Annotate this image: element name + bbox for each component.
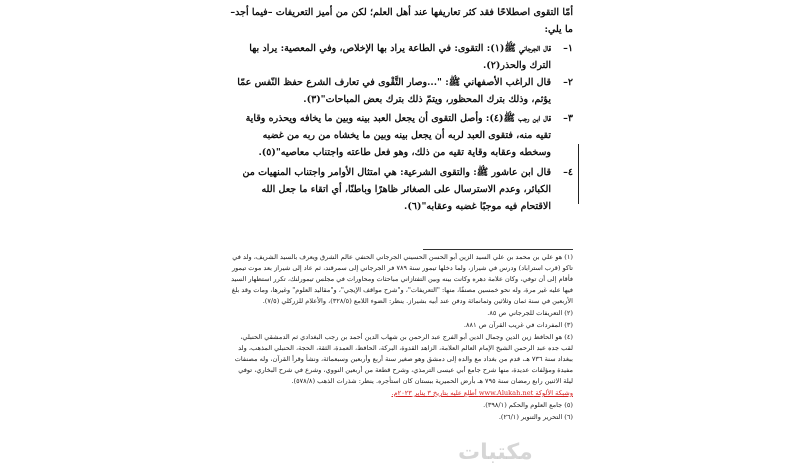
item-text: قال الجرجاني ﷺ(١): التقوى: في الطاعة يراد بها الإخلاص، وفي المعصية: يراد بها الترك والحذر(٢).: [249, 43, 551, 71]
footnote-1: (١) هو علي بن محمد بن علي السيد الزين أبو الحسن الحسيني الجرجاني الحنفي عالم الشرق ويعرف بالسيد الشريف، ولد في تاكو (قرب استراباد) ودرس في شيراز، ولما دخلها تيمور سنة ٧٨٩ فر الجرجاني إلى سمرقند، ثم عاد إلى شيراز بعد موت تيمور فأقام إلى أن توفي، وكان علامة دهره وكانت بينه وبين التفتازاني مباحثات ومحاورات في مجلس تيمورلنك، تكرر استظهار السيد فيها عليه غير مرة، وله نحو خمسين مصنفًا، منها: "التعريفات"، و"شرح مواقف الإيجي"، و"مقاليد العلوم" وغيرها، ومات وقد بلغ الأربعين في سنة ثمان وثلاثين وثمانمائة ودفن عند أبيه بشيراز. ينظر: الضوء اللامع (٣٢٨/٥)، والأعلام للزركلي (٧/٥).: [231, 253, 573, 305]
footnote-6: (٦) التحرير والتنوير (٢٦/١).: [498, 413, 573, 421]
definition-item-4: [228, 164, 573, 215]
margin-bar: [578, 144, 579, 204]
definition-item-2: [228, 74, 573, 108]
item-text: قال الراغب الأصفهاني ﷺ: "...وصار التَّقْوى في تعارف الشرع حفظ النّفس عمّا يؤثم، وذلك بترك المحظور، ويتمّ ذلك بترك بعض المباحات"(٣).: [237, 77, 551, 105]
footnote-separator: [423, 249, 573, 250]
item-text: قال ابن رجب ﷺ(٤): وأصل التقوى أن يجعل العبد بينه وبين ما يخافه ويحذره وقاية تقيه منه، فتقوى العبد لربه أن يجعل بينه وبين ما يخشاه من ربه من غضبه وسخطه وعقابه وقاية تقيه من ذلك، وهو فعل طاعته واجتناب معاصيه"(٥).: [245, 113, 551, 158]
item-number: ١–: [563, 43, 573, 54]
footnote-4-source: وشبكة الألوكة www.Alukah.net أطلع عليه بتاريخ ٣ يناير ٢٠٢٣م.: [391, 389, 573, 397]
definition-item-1: [228, 40, 573, 74]
item-number: ٣–: [563, 113, 573, 124]
footnote-5: (٥) جامع العلوم والحكم (٣٩٨/١).: [483, 401, 573, 409]
footnotes: [228, 252, 573, 424]
footnote-3: (٣) المفردات في غريب القرآن ص ٨٨١.: [463, 321, 573, 329]
item-number: ٤–: [563, 167, 573, 178]
footnote-4: (٤) هو الحافظ زين الدين وجمال الدين أبو الفرج عبد الرحمن بن شهاب الدين أحمد بن رجب البغدادي ثم الدمشقي الحنبلي، لقب جده عبد الرحمن الشيخ الإمام العالم العلامة، الزاهد القدوة، البركة، الحافظ، العمدة، الثقة، الحجة، الحنبلي المذهب، ولد ببغداد سنة ٧٣٦ هـ، قدم من بغداد مع والده إلى دمشق وهو صغير سنة أربع وأربعين وسبعمائة، ونشأ وقرأ القرآن، وله مصنفات مفيدة ومؤلفات عديدة، منها شرح جامع أبي عيسى الترمذي، وشرح قطعة من أربعين النووي، وشرع في شرح البخاري، توفي ليلة الاثنين رابع رمضان سنة ٧٩٥ هـ بأرض الحميرية ببستان كان استأجره. ينظر: شذرات الذهب (٥٧٨/٨).: [234, 333, 573, 385]
definition-item-3: [228, 110, 573, 161]
footnote-2: (٢) التعريفات للجرجاني ص ٨٥.: [487, 309, 573, 317]
item-text: قال ابن عاشور ﷺ: والتقوى الشرعية: هي امتثال الأوامر واجتناب المنهيات من الكبائر، وعدم الاسترسال على الصغائر ظاهرًا وباطنًا، أي اتقاء ما جعل الله الاقتحام فيه موجبًا غضبه وعقابه"(٦).: [242, 167, 551, 212]
watermark-logo: مكتبات: [458, 440, 533, 465]
intro-paragraph: أمّا التقوى اصطلاحًا فقد كثر تعاريفها عند أهل العلم؛ لكن من أميز التعريفات –فيما أجد– ما يلي:: [230, 7, 573, 35]
document-page: [228, 0, 573, 470]
item-number: ٢–: [563, 77, 573, 88]
